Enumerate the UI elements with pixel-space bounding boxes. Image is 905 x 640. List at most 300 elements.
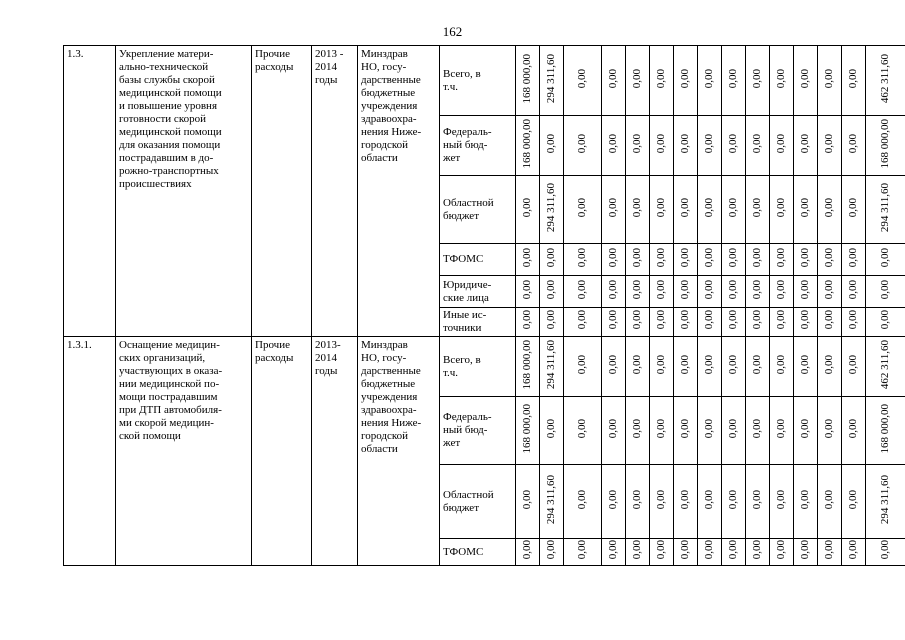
amount-cell (866, 46, 905, 116)
amount-cell (602, 176, 626, 244)
amount-value: 0,00 (727, 540, 739, 560)
amount-value: 0,00 (823, 247, 835, 268)
amount-cell (540, 465, 564, 539)
table-row (64, 46, 905, 116)
item-name-cell: Оснащение медицин- ских организаций, участвующих в оказа- нии медицинской по- мощи пострадавшим при ДТП автомобиля- ми скорой медицин- ской помощи (116, 337, 252, 566)
amount-cell (842, 116, 866, 176)
amount-cell (626, 397, 650, 465)
amount-value: 0,00 (703, 68, 715, 89)
amount-value: 0,00 (607, 279, 619, 300)
executor-cell: Минздрав НО, госу- дарственные бюджетные учреждения здравоохра- нения Ниже- городской области (358, 46, 440, 337)
amount-cell (866, 116, 905, 176)
amount-value: 0,00 (727, 68, 739, 89)
amount-value: 0,00 (631, 489, 643, 510)
amount-cell (602, 276, 626, 308)
amount-value: 0,00 (879, 279, 891, 300)
amount-value: 0,00 (847, 310, 859, 330)
amount-value: 0,00 (775, 540, 787, 560)
funding-source-cell: Федераль- ный бюд- жет (440, 397, 516, 465)
amount-cell (746, 397, 770, 465)
amount-value: 0,00 (703, 310, 715, 330)
amount-value: 0,00 (823, 354, 835, 375)
amount-value: 0,00 (775, 247, 787, 268)
amount-cell (722, 176, 746, 244)
amount-value: 0,00 (576, 310, 588, 330)
amount-value: 0,00 (799, 68, 811, 89)
amount-cell (746, 539, 770, 566)
amount-value: 0,00 (847, 133, 859, 154)
amount-value: 0,00 (607, 133, 619, 154)
amount-value: 0,00 (576, 279, 588, 300)
amount-value: 168 000,00 (521, 53, 533, 104)
amount-value: 0,00 (545, 247, 557, 268)
amount-value: 0,00 (655, 540, 667, 560)
amount-cell (722, 465, 746, 539)
item-code-cell: 1.3. (64, 46, 116, 337)
amount-value: 0,00 (799, 279, 811, 300)
amount-value: 0,00 (607, 354, 619, 375)
amount-cell (674, 337, 698, 397)
amount-value: 0,00 (751, 540, 763, 560)
amount-value: 0,00 (727, 489, 739, 510)
expense-type-cell: Прочие расходы (252, 46, 312, 337)
amount-cell (650, 397, 674, 465)
amount-value: 0,00 (775, 354, 787, 375)
amount-cell (516, 116, 540, 176)
amount-cell (770, 397, 794, 465)
amount-cell (818, 308, 842, 337)
amount-value: 0,00 (847, 68, 859, 89)
amount-cell (516, 308, 540, 337)
amount-cell (842, 308, 866, 337)
amount-value: 0,00 (775, 279, 787, 300)
amount-value: 168 000,00 (521, 118, 533, 169)
budget-table (63, 45, 905, 566)
amount-value: 0,00 (703, 247, 715, 268)
amount-cell (818, 46, 842, 116)
amount-cell (698, 397, 722, 465)
amount-cell (722, 337, 746, 397)
amount-value: 0,00 (679, 247, 691, 268)
amount-cell (540, 397, 564, 465)
funding-source-cell: Иные ис- точники (440, 308, 516, 337)
amount-cell (794, 308, 818, 337)
amount-cell (722, 244, 746, 276)
amount-cell (770, 276, 794, 308)
amount-cell (540, 308, 564, 337)
amount-value: 294 311,60 (545, 474, 557, 525)
amount-cell (818, 337, 842, 397)
amount-value: 0,00 (775, 489, 787, 510)
amount-cell (770, 116, 794, 176)
amount-cell (866, 308, 905, 337)
amount-cell (842, 465, 866, 539)
amount-cell (722, 116, 746, 176)
amount-cell (746, 244, 770, 276)
amount-cell (818, 276, 842, 308)
amount-cell (698, 276, 722, 308)
amount-cell (564, 397, 602, 465)
amount-cell (674, 308, 698, 337)
amount-value: 0,00 (751, 354, 763, 375)
amount-value: 0,00 (799, 354, 811, 375)
amount-value: 0,00 (799, 489, 811, 510)
amount-cell (540, 276, 564, 308)
amount-value: 0,00 (847, 354, 859, 375)
amount-value: 0,00 (847, 418, 859, 439)
amount-value: 0,00 (607, 418, 619, 439)
amount-value: 0,00 (576, 418, 588, 439)
amount-value: 0,00 (847, 279, 859, 300)
amount-value: 0,00 (847, 489, 859, 510)
amount-cell (564, 116, 602, 176)
amount-value: 0,00 (775, 197, 787, 218)
amount-value: 0,00 (576, 489, 588, 510)
page-number: 162 (442, 24, 463, 39)
amount-cell (818, 397, 842, 465)
amount-value: 0,00 (799, 418, 811, 439)
amount-cell (842, 46, 866, 116)
amount-value: 0,00 (751, 133, 763, 154)
amount-value: 0,00 (799, 197, 811, 218)
amount-cell (794, 244, 818, 276)
amount-cell (722, 308, 746, 337)
amount-cell (650, 244, 674, 276)
amount-cell (698, 465, 722, 539)
amount-cell (770, 465, 794, 539)
amount-cell (818, 176, 842, 244)
amount-cell (746, 465, 770, 539)
amount-value: 0,00 (607, 197, 619, 218)
amount-cell (794, 397, 818, 465)
amount-cell (516, 176, 540, 244)
amount-value: 0,00 (679, 68, 691, 89)
amount-cell (564, 276, 602, 308)
amount-value: 0,00 (607, 68, 619, 89)
amount-value: 0,00 (631, 310, 643, 330)
amount-value: 168 000,00 (879, 403, 891, 454)
amount-value: 0,00 (576, 68, 588, 89)
amount-value: 0,00 (823, 489, 835, 510)
amount-cell (626, 465, 650, 539)
amount-value: 0,00 (521, 540, 533, 560)
amount-value: 0,00 (655, 418, 667, 439)
amount-value: 0,00 (703, 354, 715, 375)
amount-cell (842, 539, 866, 566)
amount-cell (540, 46, 564, 116)
amount-cell (866, 465, 905, 539)
amount-value: 0,00 (823, 310, 835, 330)
funding-source-cell: Всего, в т.ч. (440, 337, 516, 397)
amount-value: 0,00 (521, 197, 533, 218)
amount-value: 0,00 (655, 310, 667, 330)
amount-value: 0,00 (879, 540, 891, 560)
item-name-cell: Укрепление матери- ально-технической базы службы скорой медицинской помощи и повышение уровня готовности скорой медицинской помощи для оказания помощи пострадавшим в до- рожно-транспортных происшествиях (116, 46, 252, 337)
amount-cell (564, 244, 602, 276)
amount-cell (746, 276, 770, 308)
amount-cell (698, 46, 722, 116)
amount-value: 0,00 (607, 247, 619, 268)
amount-cell (650, 276, 674, 308)
amount-cell (540, 116, 564, 176)
amount-cell (650, 308, 674, 337)
amount-cell (564, 308, 602, 337)
amount-value: 462 311,60 (879, 53, 891, 104)
amount-value: 0,00 (775, 68, 787, 89)
amount-cell (818, 116, 842, 176)
amount-value: 0,00 (521, 310, 533, 330)
amount-value: 0,00 (576, 133, 588, 154)
amount-cell (722, 397, 746, 465)
amount-cell (516, 276, 540, 308)
amount-value: 0,00 (679, 354, 691, 375)
amount-cell (602, 308, 626, 337)
amount-cell (698, 116, 722, 176)
amount-value: 0,00 (607, 540, 619, 560)
amount-cell (794, 116, 818, 176)
amount-cell (698, 244, 722, 276)
amount-cell (770, 337, 794, 397)
amount-cell (842, 397, 866, 465)
amount-value: 294 311,60 (879, 182, 891, 233)
amount-value: 0,00 (775, 418, 787, 439)
amount-cell (626, 337, 650, 397)
amount-cell (866, 176, 905, 244)
amount-cell (516, 244, 540, 276)
amount-value: 0,00 (679, 489, 691, 510)
amount-value: 0,00 (823, 197, 835, 218)
amount-value: 0,00 (727, 310, 739, 330)
funding-source-cell: Юридиче- ские лица (440, 276, 516, 308)
amount-cell (842, 276, 866, 308)
amount-cell (674, 397, 698, 465)
amount-cell (698, 337, 722, 397)
amount-value: 0,00 (751, 489, 763, 510)
amount-value: 294 311,60 (545, 53, 557, 104)
amount-cell (540, 176, 564, 244)
amount-cell (602, 116, 626, 176)
amount-value: 0,00 (751, 197, 763, 218)
amount-cell (746, 116, 770, 176)
amount-cell (564, 539, 602, 566)
amount-value: 0,00 (847, 197, 859, 218)
amount-value: 0,00 (751, 279, 763, 300)
funding-source-cell: Областной бюджет (440, 465, 516, 539)
amount-value: 0,00 (703, 540, 715, 560)
amount-value: 0,00 (631, 247, 643, 268)
amount-cell (722, 46, 746, 116)
amount-value: 0,00 (545, 279, 557, 300)
amount-cell (540, 337, 564, 397)
period-cell: 2013- 2014 годы (312, 337, 358, 566)
amount-cell (516, 46, 540, 116)
amount-cell (516, 337, 540, 397)
amount-cell (540, 244, 564, 276)
amount-cell (698, 176, 722, 244)
amount-value: 0,00 (655, 489, 667, 510)
amount-cell (794, 46, 818, 116)
amount-cell (650, 176, 674, 244)
amount-cell (866, 244, 905, 276)
amount-value: 0,00 (799, 247, 811, 268)
amount-cell (516, 397, 540, 465)
amount-value: 0,00 (655, 68, 667, 89)
amount-value: 0,00 (823, 418, 835, 439)
amount-value: 0,00 (727, 279, 739, 300)
amount-value: 168 000,00 (521, 339, 533, 390)
table-row (64, 337, 905, 397)
amount-cell (866, 337, 905, 397)
amount-value: 0,00 (679, 197, 691, 218)
amount-value: 0,00 (631, 68, 643, 89)
amount-value: 0,00 (847, 247, 859, 268)
amount-value: 0,00 (799, 310, 811, 330)
amount-cell (564, 176, 602, 244)
amount-value: 0,00 (607, 489, 619, 510)
amount-cell (722, 276, 746, 308)
amount-cell (698, 539, 722, 566)
amount-value: 0,00 (679, 540, 691, 560)
amount-value: 0,00 (607, 310, 619, 330)
item-code-cell: 1.3.1. (64, 337, 116, 566)
amount-cell (770, 176, 794, 244)
amount-value: 0,00 (545, 310, 557, 330)
period-cell: 2013 - 2014 годы (312, 46, 358, 337)
amount-value: 0,00 (823, 279, 835, 300)
amount-cell (674, 276, 698, 308)
amount-cell (746, 46, 770, 116)
amount-value: 294 311,60 (545, 339, 557, 390)
amount-cell (794, 539, 818, 566)
amount-value: 0,00 (879, 310, 891, 330)
amount-cell (564, 337, 602, 397)
amount-value: 0,00 (521, 279, 533, 300)
amount-cell (674, 465, 698, 539)
amount-cell (602, 337, 626, 397)
amount-value: 0,00 (679, 279, 691, 300)
amount-value: 0,00 (631, 133, 643, 154)
amount-cell (564, 465, 602, 539)
amount-value: 0,00 (545, 418, 557, 439)
amount-value: 0,00 (576, 197, 588, 218)
amount-cell (698, 308, 722, 337)
amount-value: 168 000,00 (521, 403, 533, 454)
amount-cell (722, 539, 746, 566)
amount-cell (602, 539, 626, 566)
amount-value: 294 311,60 (545, 182, 557, 233)
executor-cell: Минздрав НО, госу- дарственные бюджетные учреждения здравоохра- нения Ниже- городской области (358, 337, 440, 566)
amount-value: 0,00 (576, 354, 588, 375)
amount-cell (650, 539, 674, 566)
amount-cell (866, 397, 905, 465)
amount-cell (818, 465, 842, 539)
amount-value: 0,00 (727, 354, 739, 375)
amount-value: 0,00 (576, 540, 588, 560)
amount-cell (602, 397, 626, 465)
amount-cell (794, 337, 818, 397)
amount-value: 0,00 (703, 197, 715, 218)
amount-value: 0,00 (703, 279, 715, 300)
amount-cell (602, 465, 626, 539)
amount-cell (516, 465, 540, 539)
amount-cell (770, 308, 794, 337)
amount-cell (650, 116, 674, 176)
amount-value: 0,00 (631, 354, 643, 375)
amount-value: 0,00 (751, 418, 763, 439)
amount-value: 294 311,60 (879, 474, 891, 525)
amount-cell (650, 46, 674, 116)
amount-value: 0,00 (545, 540, 557, 560)
amount-cell (770, 244, 794, 276)
amount-cell (564, 46, 602, 116)
amount-cell (866, 539, 905, 566)
amount-value: 0,00 (751, 68, 763, 89)
funding-source-cell: ТФОМС (440, 539, 516, 566)
amount-value: 0,00 (655, 279, 667, 300)
amount-cell (602, 46, 626, 116)
amount-cell (626, 46, 650, 116)
amount-value: 0,00 (703, 418, 715, 439)
amount-value: 0,00 (727, 247, 739, 268)
amount-cell (746, 337, 770, 397)
amount-value: 0,00 (847, 540, 859, 560)
amount-cell (746, 308, 770, 337)
funding-source-cell: ТФОМС (440, 244, 516, 276)
amount-value: 0,00 (679, 310, 691, 330)
amount-value: 0,00 (521, 247, 533, 268)
amount-value: 462 311,60 (879, 339, 891, 390)
amount-cell (674, 176, 698, 244)
amount-cell (516, 539, 540, 566)
amount-value: 0,00 (775, 310, 787, 330)
amount-value: 0,00 (823, 540, 835, 560)
amount-value: 0,00 (823, 68, 835, 89)
amount-value: 0,00 (799, 540, 811, 560)
amount-value: 0,00 (703, 489, 715, 510)
amount-value: 0,00 (679, 418, 691, 439)
amount-cell (818, 539, 842, 566)
amount-value: 0,00 (799, 133, 811, 154)
amount-cell (842, 176, 866, 244)
amount-value: 0,00 (655, 354, 667, 375)
amount-cell (626, 244, 650, 276)
amount-value: 0,00 (631, 197, 643, 218)
amount-value: 0,00 (655, 247, 667, 268)
amount-cell (746, 176, 770, 244)
amount-cell (602, 244, 626, 276)
amount-cell (842, 337, 866, 397)
funding-source-cell: Областной бюджет (440, 176, 516, 244)
amount-value: 0,00 (751, 247, 763, 268)
amount-value: 0,00 (751, 310, 763, 330)
amount-cell (866, 276, 905, 308)
amount-cell (626, 116, 650, 176)
funding-source-cell: Всего, в т.ч. (440, 46, 516, 116)
amount-cell (626, 176, 650, 244)
amount-cell (770, 539, 794, 566)
amount-value: 0,00 (879, 247, 891, 268)
amount-cell (674, 46, 698, 116)
amount-cell (650, 465, 674, 539)
amount-value: 0,00 (727, 197, 739, 218)
amount-value: 168 000,00 (879, 118, 891, 169)
amount-value: 0,00 (521, 489, 533, 510)
amount-value: 0,00 (576, 247, 588, 268)
amount-value: 0,00 (823, 133, 835, 154)
amount-cell (842, 244, 866, 276)
funding-source-cell: Федераль- ный бюд- жет (440, 116, 516, 176)
amount-value: 0,00 (775, 133, 787, 154)
